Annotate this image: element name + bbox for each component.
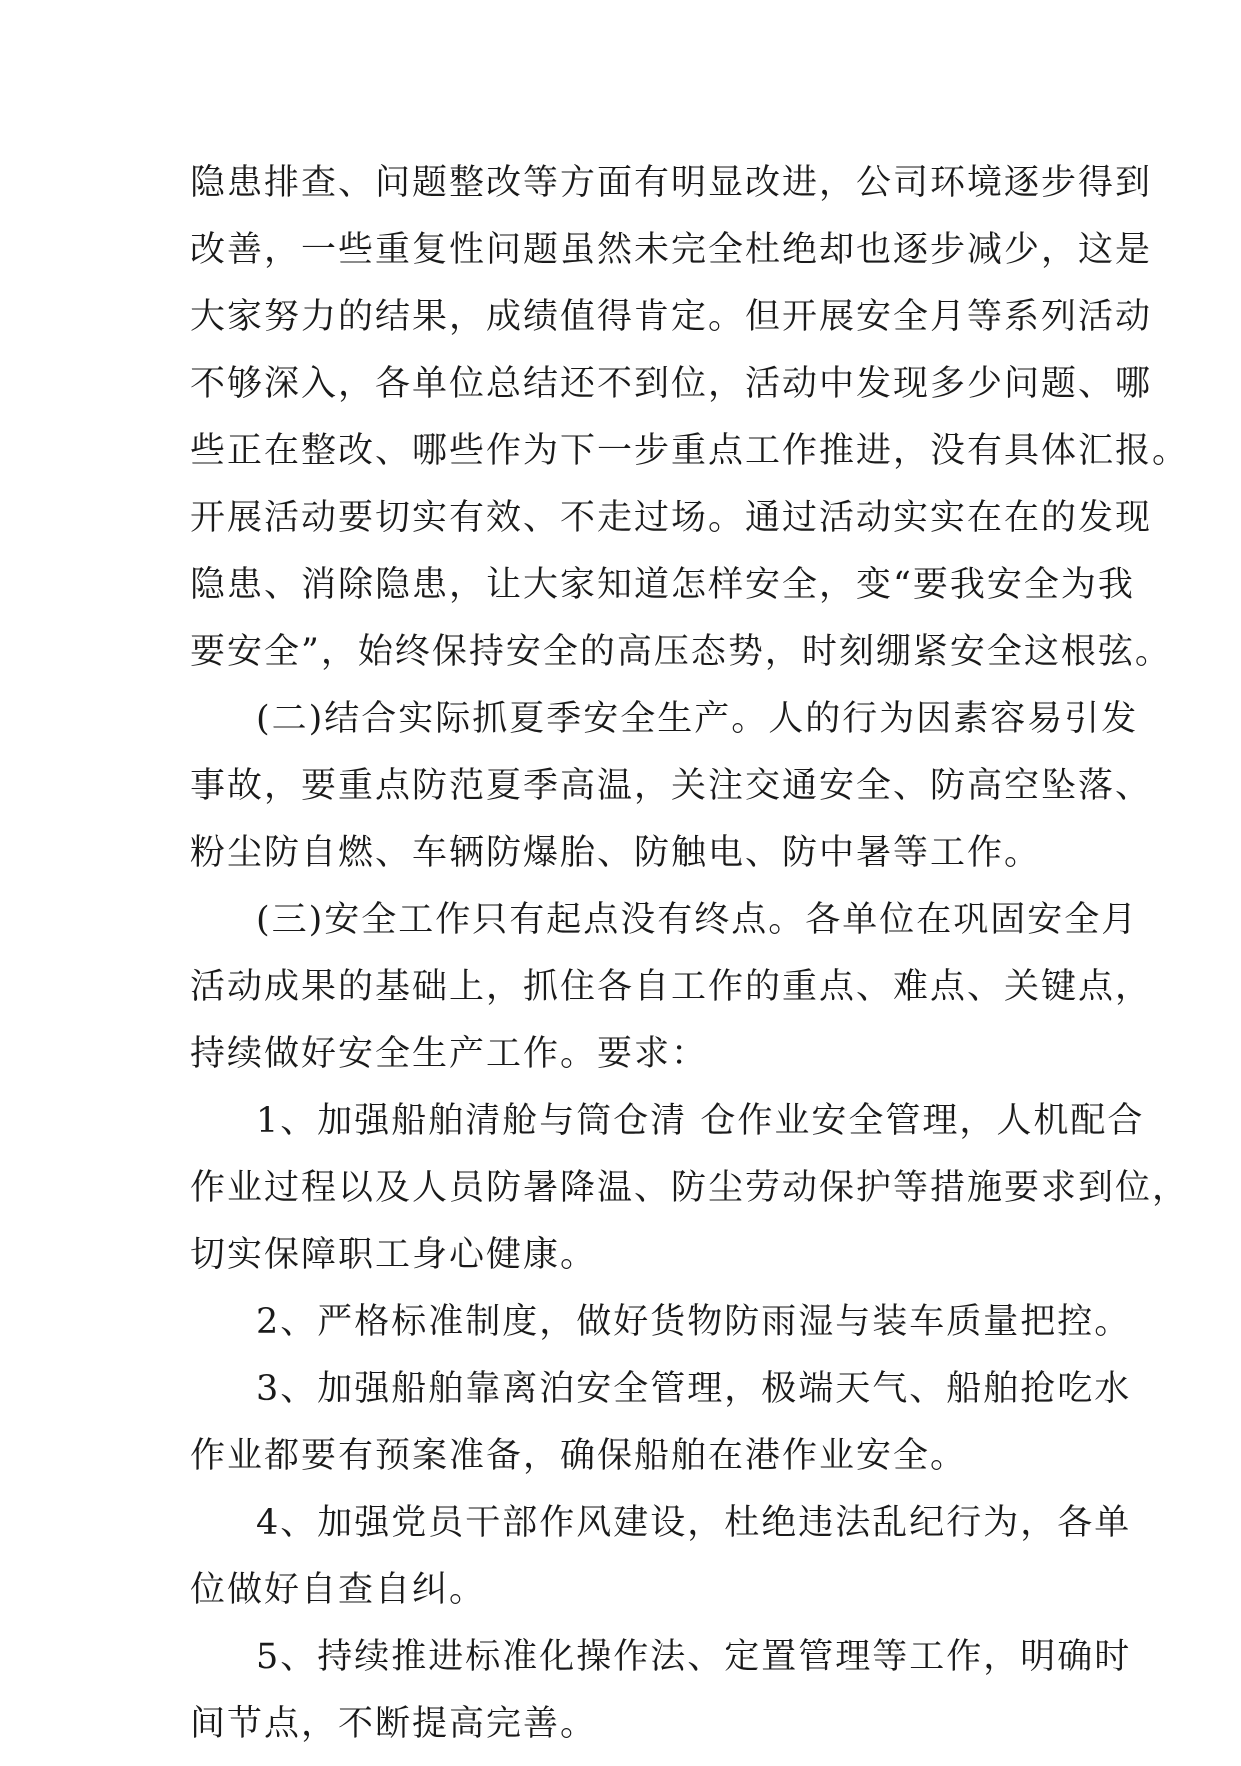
text-line: 不够深入，各单位总结还不到位，活动中发现多少问题、哪: [190, 364, 1153, 404]
text-line: 持续做好安全生产工作。要求：: [190, 1034, 709, 1074]
text-line: 活动成果的基础上，抓住各自工作的重点、难点、关键点，: [190, 967, 1153, 1007]
text-line: 大家努力的结果，成绩值得肯定。但开展安全月等系列活动: [190, 297, 1153, 337]
text-line: 粉尘防自燃、车辆防爆胎、防触电、防中暑等工作。: [190, 833, 1042, 873]
paragraph-heading-2: (二)结合实际抓夏季安全生产。人的行为因素容易引发: [256, 699, 1139, 739]
text-line: 要安全”，始终保持安全的高压态势，时刻绷紧安全这根弦。: [190, 632, 1172, 672]
text-line: 作业过程以及人员防暑降温、防尘劳动保护等措施要求到位，: [190, 1168, 1190, 1208]
paragraph-heading-3: (三)安全工作只有起点没有终点。各单位在巩固安全月: [256, 900, 1139, 940]
list-item-5: 5、持续推进标准化操作法、定置管理等工作，明确时: [256, 1637, 1132, 1677]
text-line: 隐患、消除隐患，让大家知道怎样安全，变“要我安全为我: [190, 565, 1135, 605]
list-item-2: 2、严格标准制度，做好货物防雨湿与装车质量把控。: [256, 1302, 1132, 1342]
text-line: 间节点，不断提高完善。: [190, 1704, 598, 1744]
text-line: 隐患排查、问题整改等方面有明显改进，公司环境逐步得到: [190, 163, 1153, 203]
document-body: [190, 158, 1190, 1766]
text-line: 位做好自查自纠。: [190, 1570, 487, 1610]
list-item-3: 3、加强船舶靠离泊安全管理，极端天气、船舶抢吃水: [256, 1369, 1132, 1409]
text-line: 作业都要有预案准备，确保船舶在港作业安全。: [190, 1436, 968, 1476]
list-item-4: 4、加强党员干部作风建设，杜绝违法乱纪行为，各单: [256, 1503, 1132, 1543]
list-item-1: 1、加强船舶清舱与筒仓清 仓作业安全管理，人机配合: [256, 1101, 1145, 1141]
text-line: 开展活动要切实有效、不走过场。通过活动实实在在的发现: [190, 498, 1153, 538]
text-line: 些正在整改、哪些作为下一步重点工作推进，没有具体汇报。: [190, 431, 1190, 471]
text-line: 改善，一些重复性问题虽然未完全杜绝却也逐步减少，这是: [190, 230, 1153, 270]
text-line: 事故，要重点防范夏季高温，关注交通安全、防高空坠落、: [190, 766, 1153, 806]
text-line: 切实保障职工身心健康。: [190, 1235, 598, 1275]
